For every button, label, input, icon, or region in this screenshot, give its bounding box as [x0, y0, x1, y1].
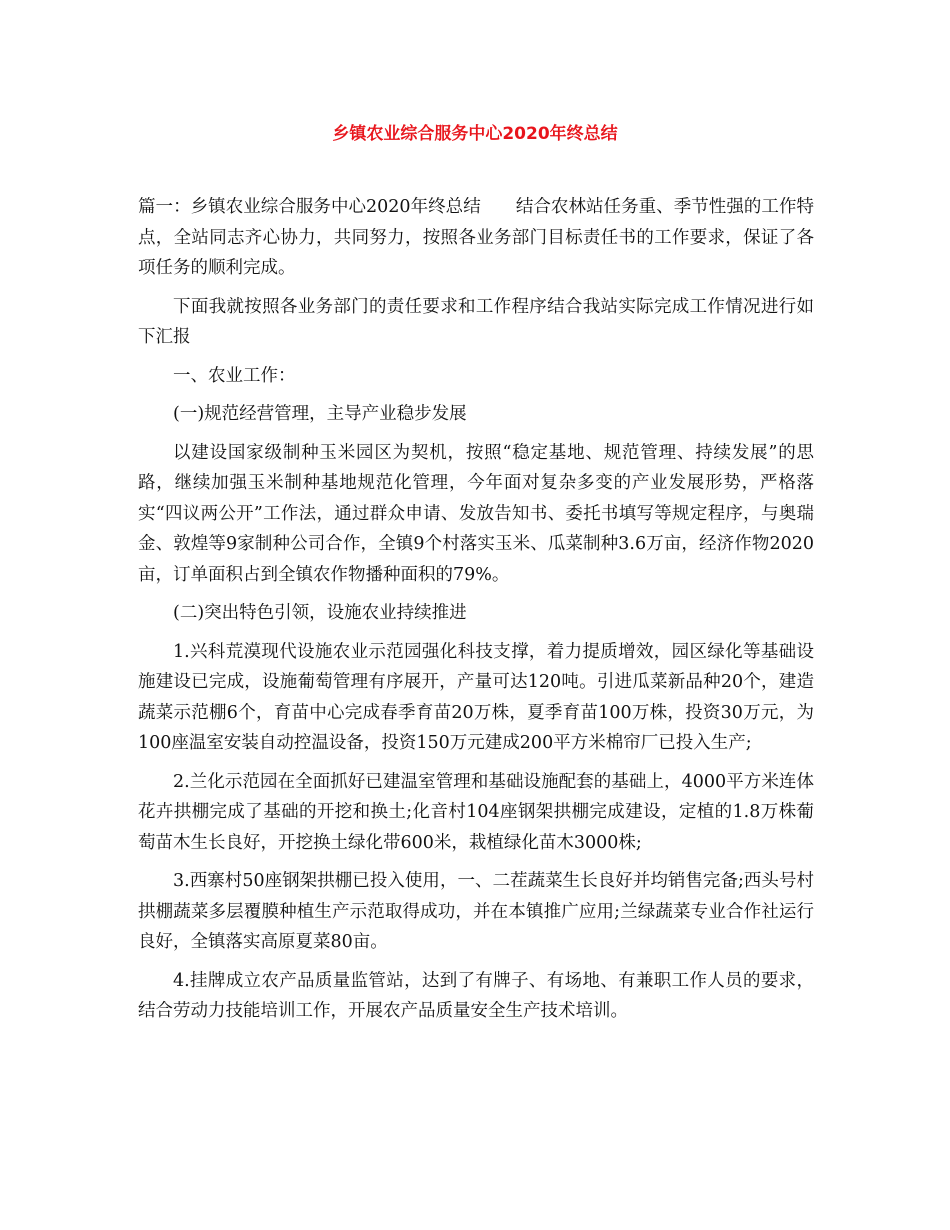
- subheading-1: (一)规范经营管理，主导产业稳步发展: [173, 404, 467, 424]
- heading-agriculture-work: 一、农业工作：: [173, 365, 296, 386]
- paragraph-item-2: 2.兰化示范园在全面抓好已建温室管理和基础设施配套的基础上，4000平方米连体花卉拱棚完成了基础的开挖和换土;化音村104座钢架拱棚完成建设，定植的1.8万株葡萄苗木生长良好，开挖换土绿化带600米，栽植绿化苗木3000株;: [138, 771, 814, 853]
- paragraph-report-lead: 下面我就按照各业务部门的责任要求和工作程序结合我站实际完成工作情况进行如下汇报: [138, 296, 814, 347]
- paragraph-item-1: 1.兴科荒漠现代设施农业示范园强化科技支撑，着力提质增效，园区绿化等基础设施建设已完成，设施葡萄管理有序展开，产量可达120吨。引进瓜菜新品种20个，建造蔬菜示范棚6个，育苗中心完成春季育苗20万株，夏季育苗100万株，投资30万元，为100座温室安装自动控温设备，投资150万元建成200平方米棉帘厂已投入生产;: [138, 641, 814, 753]
- document-title: 乡镇农业综合服务中心2020年终总结: [332, 124, 618, 144]
- paragraph-item-4: 4.挂牌成立农产品质量监管站，达到了有牌子、有场地、有兼职工作人员的要求，结合劳动力技能培训工作，开展农产品质量安全生产技术培训。: [138, 970, 814, 1021]
- paragraph-intro: 篇一：乡镇农业综合服务中心2020年终总结 结合农林站任务重、季节性强的工作特点，全站同志齐心协力，共同努力，按照各业务部门目标责任书的工作要求，保证了各项任务的顺利完成。: [138, 197, 814, 278]
- subheading-2: (二)突出特色引领，设施农业持续推进: [173, 603, 467, 623]
- document-body: [138, 192, 814, 1035]
- paragraph-seed-base: 以建设国家级制种玉米园区为契机，按照“稳定基地、规范管理、持续发展”的思路，继续加强玉米制种基地规范化管理，今年面对复杂多变的产业发展形势，严格落实“四议两公开”工作法，通过群众申请、发放告知书、委托书填写等规定程序，与奥瑞金、敦煌等9家制种公司合作，全镇9个村落实玉米、瓜菜制种3.6万亩，经济作物2020亩，订单面积占到全镇农作物播种面积的79%。: [138, 442, 814, 585]
- paragraph-item-3: 3.西寨村50座钢架拱棚已投入使用，一、二茬蔬菜生长良好并均销售完备;西头号村拱棚蔬菜多层覆膜种植生产示范取得成功，并在本镇推广应用;兰绿蔬菜专业合作社运行良好，全镇落实高原夏菜80亩。: [138, 871, 814, 952]
